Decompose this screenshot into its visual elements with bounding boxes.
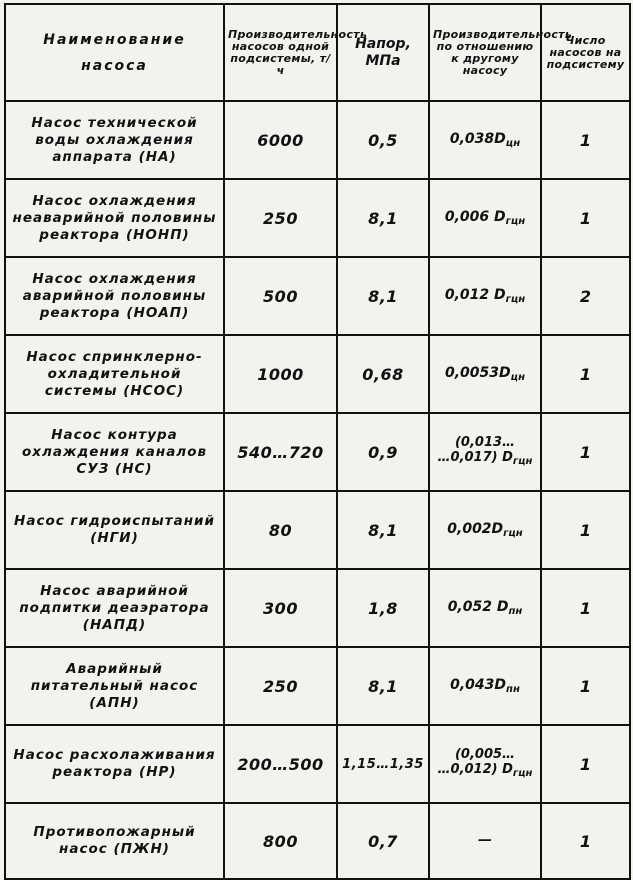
table-row <box>5 569 630 647</box>
pump-count: 1 <box>541 647 630 725</box>
pump-name: Насос контура охлаждения каналов СУЗ (НС) <box>5 413 224 491</box>
pump-name: Насос гидроиспытаний (НГИ) <box>5 491 224 569</box>
pump-pressure: 8,1 <box>337 257 429 335</box>
pump-pressure: 0,5 <box>337 101 429 179</box>
header-ratio: Производительность по отношению к другому насосу <box>429 4 541 101</box>
ratio-value: 0,043D <box>450 677 507 693</box>
pump-ratio <box>429 335 541 413</box>
pump-capacity: 250 <box>224 179 337 257</box>
ratio-subscript: гцн <box>505 216 526 227</box>
pump-ratio <box>429 725 541 803</box>
pump-name: Аварийный питательный насос (АПН) <box>5 647 224 725</box>
pump-count: 1 <box>541 569 630 647</box>
pump-name: Насос охлаждения аварийной половины реактора (НОАП) <box>5 257 224 335</box>
ratio-value: 0,052 D <box>447 599 509 615</box>
table-row <box>5 335 630 413</box>
table-row <box>5 101 630 179</box>
pump-capacity: 200…500 <box>224 725 337 803</box>
pump-name: Насос спринклерно-охладительной системы (НСОС) <box>5 335 224 413</box>
pump-pressure: 0,68 <box>337 335 429 413</box>
ratio-subscript: цн <box>505 138 521 149</box>
pump-table <box>4 3 631 880</box>
pump-name: Противопожарный насос (ПЖН) <box>5 803 224 879</box>
pump-capacity: 500 <box>224 257 337 335</box>
header-pressure: Напор, МПа <box>337 4 429 101</box>
pump-capacity: 80 <box>224 491 337 569</box>
pump-name: Насос охлаждения неаварийной половины реактора (НОНП) <box>5 179 224 257</box>
pump-ratio <box>429 803 541 879</box>
header-capacity: Производительность насосов одной подсистемы, т/ч <box>224 4 337 101</box>
header-count: Число насосов на подсистему <box>541 4 630 101</box>
pump-pressure: 8,1 <box>337 647 429 725</box>
pump-ratio <box>429 179 541 257</box>
pump-capacity: 250 <box>224 647 337 725</box>
pump-capacity: 6000 <box>224 101 337 179</box>
pump-pressure: 0,9 <box>337 413 429 491</box>
pump-pressure: 8,1 <box>337 491 429 569</box>
ratio-value: 0,006 D <box>444 209 506 225</box>
pump-name: Насос технической воды охлаждения аппарата (НА) <box>5 101 224 179</box>
pump-count: 1 <box>541 725 630 803</box>
ratio-subscript: гцн <box>512 768 533 779</box>
ratio-subscript: пн <box>508 606 523 617</box>
pump-name: Насос аварийной подпитки деаэратора (НАПД) <box>5 569 224 647</box>
ratio-subscript: гцн <box>512 456 533 467</box>
header-name: Наименование насоса <box>5 4 224 101</box>
pump-capacity: 800 <box>224 803 337 879</box>
ratio-subscript: гцн <box>505 294 526 305</box>
table-row <box>5 725 630 803</box>
table-row <box>5 803 630 879</box>
ratio-value: 0,002D <box>447 521 504 537</box>
pump-count: 1 <box>541 413 630 491</box>
header-row <box>5 4 630 101</box>
ratio-subscript: цн <box>510 372 525 383</box>
pump-count: 1 <box>541 101 630 179</box>
pump-ratio <box>429 413 541 491</box>
pump-pressure: 0,7 <box>337 803 429 879</box>
pump-ratio <box>429 647 541 725</box>
pump-count: 1 <box>541 335 630 413</box>
ratio-value: 0,0053D <box>445 365 511 381</box>
table-row <box>5 257 630 335</box>
table-row <box>5 179 630 257</box>
ratio-value: 0,038D <box>449 131 506 147</box>
pump-capacity: 300 <box>224 569 337 647</box>
pump-count: 2 <box>541 257 630 335</box>
pump-pressure: 1,15…1,35 <box>337 725 429 803</box>
table-row <box>5 491 630 569</box>
ratio-subscript: пн <box>506 684 520 695</box>
ratio-value: (0,005… …0,012) D <box>437 747 516 777</box>
pump-capacity: 1000 <box>224 335 337 413</box>
pump-count: 1 <box>541 491 630 569</box>
table-row <box>5 413 630 491</box>
pump-count: 1 <box>541 179 630 257</box>
ratio-value: (0,013… …0,017) D <box>437 435 516 465</box>
ratio-value: 0,012 D <box>444 287 506 303</box>
pump-name: Насос расхолаживания реактора (НР) <box>5 725 224 803</box>
pump-capacity: 540…720 <box>224 413 337 491</box>
ratio-subscript: гцн <box>503 528 523 539</box>
table-row <box>5 647 630 725</box>
pump-ratio <box>429 257 541 335</box>
pump-count: 1 <box>541 803 630 879</box>
pump-ratio <box>429 569 541 647</box>
pump-pressure: 8,1 <box>337 179 429 257</box>
ratio-value: — <box>478 832 492 848</box>
pump-ratio <box>429 101 541 179</box>
pump-pressure: 1,8 <box>337 569 429 647</box>
pump-ratio <box>429 491 541 569</box>
